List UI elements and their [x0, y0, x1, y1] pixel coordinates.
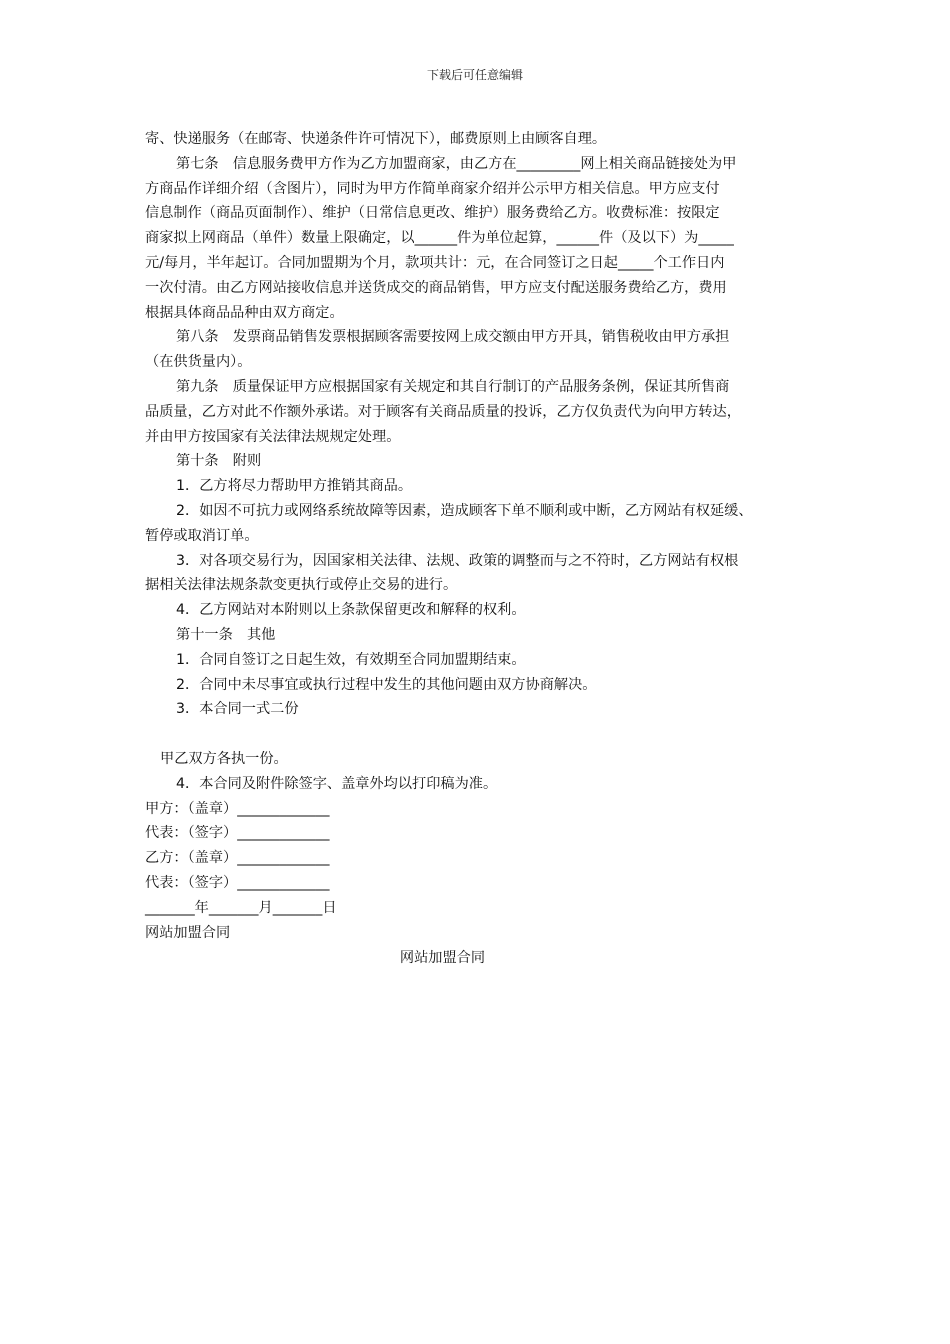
paragraph-line: 品质量，乙方对此不作额外承诺。对于顾客有关商品质量的投诉，乙方仅负责代为向甲方转达， — [145, 403, 741, 420]
contract-body — [145, 127, 820, 945]
paragraph-line: 寄、快递服务（在邮寄、快递条件许可情况下），邮费原则上由顾客自理。 — [145, 131, 607, 147]
paragraph-line: 根据具体商品品种由双方商定。 — [145, 304, 344, 321]
paragraph-line: 商家拟上网商品（单件）数量上限确定，以______件为单位起算，______件（及以下）为_____ — [145, 230, 734, 247]
paragraph-line: 据相关法律法规条款变更执行或停止交易的进行。 — [145, 577, 458, 594]
article-8-heading-line: 第八条 发票商品销售发票根据顾客需要按网上成交额由甲方开具，销售税收由甲方承担 — [176, 329, 730, 346]
paragraph-line: 暂停或取消订单。 — [145, 527, 259, 544]
list-item: 3．本合同一式二份 — [176, 701, 299, 718]
article-9-heading-line: 第九条 质量保证甲方应根据国家有关规定和其自行制订的产品服务条例，保证其所售商 — [176, 378, 730, 395]
signature-party-a: 甲方：（盖章）_____________ — [145, 800, 330, 817]
signature-date: _______年_______月_______日 — [145, 899, 337, 916]
article-7-heading-line: 第七条 信息服务费甲方作为乙方加盟商家，由乙方在_________网上相关商品链接处为甲 — [176, 155, 737, 172]
paragraph-line: 方商品作详细介绍（含图片），同时为甲方作简单商家介绍并公示甲方相关信息。甲方应支付 — [145, 180, 720, 197]
signature-rep-a: 代表：（签字）_____________ — [145, 825, 330, 842]
paragraph-line: 并由甲方按国家有关法律法规规定处理。 — [145, 428, 401, 445]
list-item: 1．合同自签订之日起生效，有效期至合同加盟期结束。 — [176, 651, 526, 668]
list-item: 1．乙方将尽力帮助甲方推销其商品。 — [176, 478, 413, 495]
blank-line — [145, 722, 820, 747]
page-header: 下载后可任意编辑 — [426, 68, 523, 82]
article-10-heading: 第十条 附则 — [176, 453, 262, 470]
article-11-heading: 第十一条 其他 — [176, 626, 276, 643]
list-item: 2．合同中未尽事宜或执行过程中发生的其他问题由双方协商解决。 — [176, 676, 597, 693]
list-item: 4．本合同及附件除签字、盖章外均以打印稿为准。 — [176, 775, 498, 792]
document-title-left: 网站加盟合同 — [145, 924, 231, 941]
paragraph-line: 甲乙双方各执一份。 — [160, 750, 288, 767]
paragraph-line: 信息制作（商品页面制作）、维护（日常信息更改、维护）服务费给乙方。收费标准：按限定 — [145, 205, 720, 222]
document-title-center: 网站加盟合同 — [399, 950, 486, 966]
paragraph-line: 元/每月，半年起订。合同加盟期为个月，款项共计：元，在合同签订之日起_____个工作日内 — [145, 254, 725, 271]
paragraph-line: （在供货量内）。 — [145, 354, 252, 371]
list-item: 3．对各项交易行为，因国家相关法律、法规、政策的调整而与之不符时，乙方网站有权根 — [176, 552, 739, 569]
paragraph-line: 一次付清。由乙方网站接收信息并送货成交的商品销售，甲方应支付配送服务费给乙方，费用 — [145, 279, 727, 296]
signature-rep-b: 代表：（签字）_____________ — [145, 874, 330, 891]
signature-party-b: 乙方：（盖章）_____________ — [145, 850, 330, 867]
list-item: 2．如因不可抗力或网络系统故障等因素，造成顾客下单不顺利或中断，乙方网站有权延缓、 — [176, 502, 753, 519]
list-item: 4．乙方网站对本附则以上条款保留更改和解释的权利。 — [176, 602, 526, 619]
